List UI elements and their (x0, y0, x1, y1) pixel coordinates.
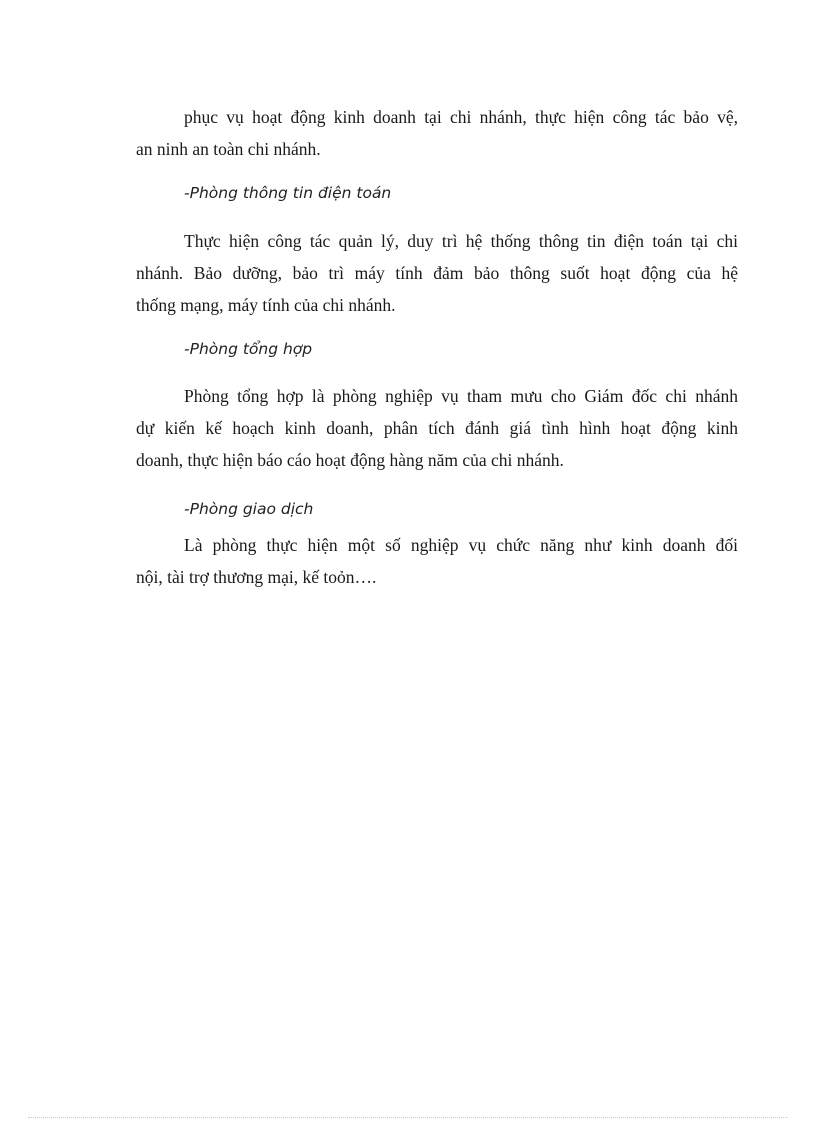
paragraph-it-department (136, 225, 738, 321)
paragraph-line: Phòng tổng hợp là phòng nghiệp vụ tham mưu cho Giám đốc chi nhánh (184, 386, 738, 406)
page-bottom-rule (28, 1117, 788, 1118)
paragraph-line: an ninh an toàn chi nhánh. (136, 139, 321, 159)
paragraph-transaction-department (136, 529, 738, 593)
section-heading-transaction-department: -Phòng giao dịch (184, 500, 314, 518)
paragraph-line: nhánh. Bảo dưỡng, bảo trì máy tính đảm bảo thông suốt hoạt động của hệ (136, 263, 738, 283)
paragraph-line: thống mạng, máy tính của chi nhánh. (136, 295, 396, 315)
paragraph-line: phục vụ hoạt động kinh doanh tại chi nhánh, thực hiện công tác bảo vệ, (184, 107, 738, 127)
section-heading-it-department: -Phòng thông tin điện toán (184, 184, 392, 202)
paragraph-line: nội, tài trợ thương mại, kế toỏn…. (136, 567, 377, 587)
section-heading-general-department: -Phòng tổng hợp (184, 340, 313, 358)
paragraph-line: dự kiến kế hoạch kinh doanh, phân tích đánh giá tình hình hoạt động kinh (136, 418, 738, 438)
paragraph-line: Thực hiện công tác quản lý, duy trì hệ thống thông tin điện toán tại chi (184, 231, 738, 251)
paragraph-branch-services (136, 101, 738, 165)
paragraph-line: doanh, thực hiện báo cáo hoạt động hàng năm của chi nhánh. (136, 450, 564, 470)
paragraph-line: Là phòng thực hiện một số nghiệp vụ chức năng như kinh doanh đối (184, 535, 738, 555)
paragraph-general-department (136, 380, 738, 476)
